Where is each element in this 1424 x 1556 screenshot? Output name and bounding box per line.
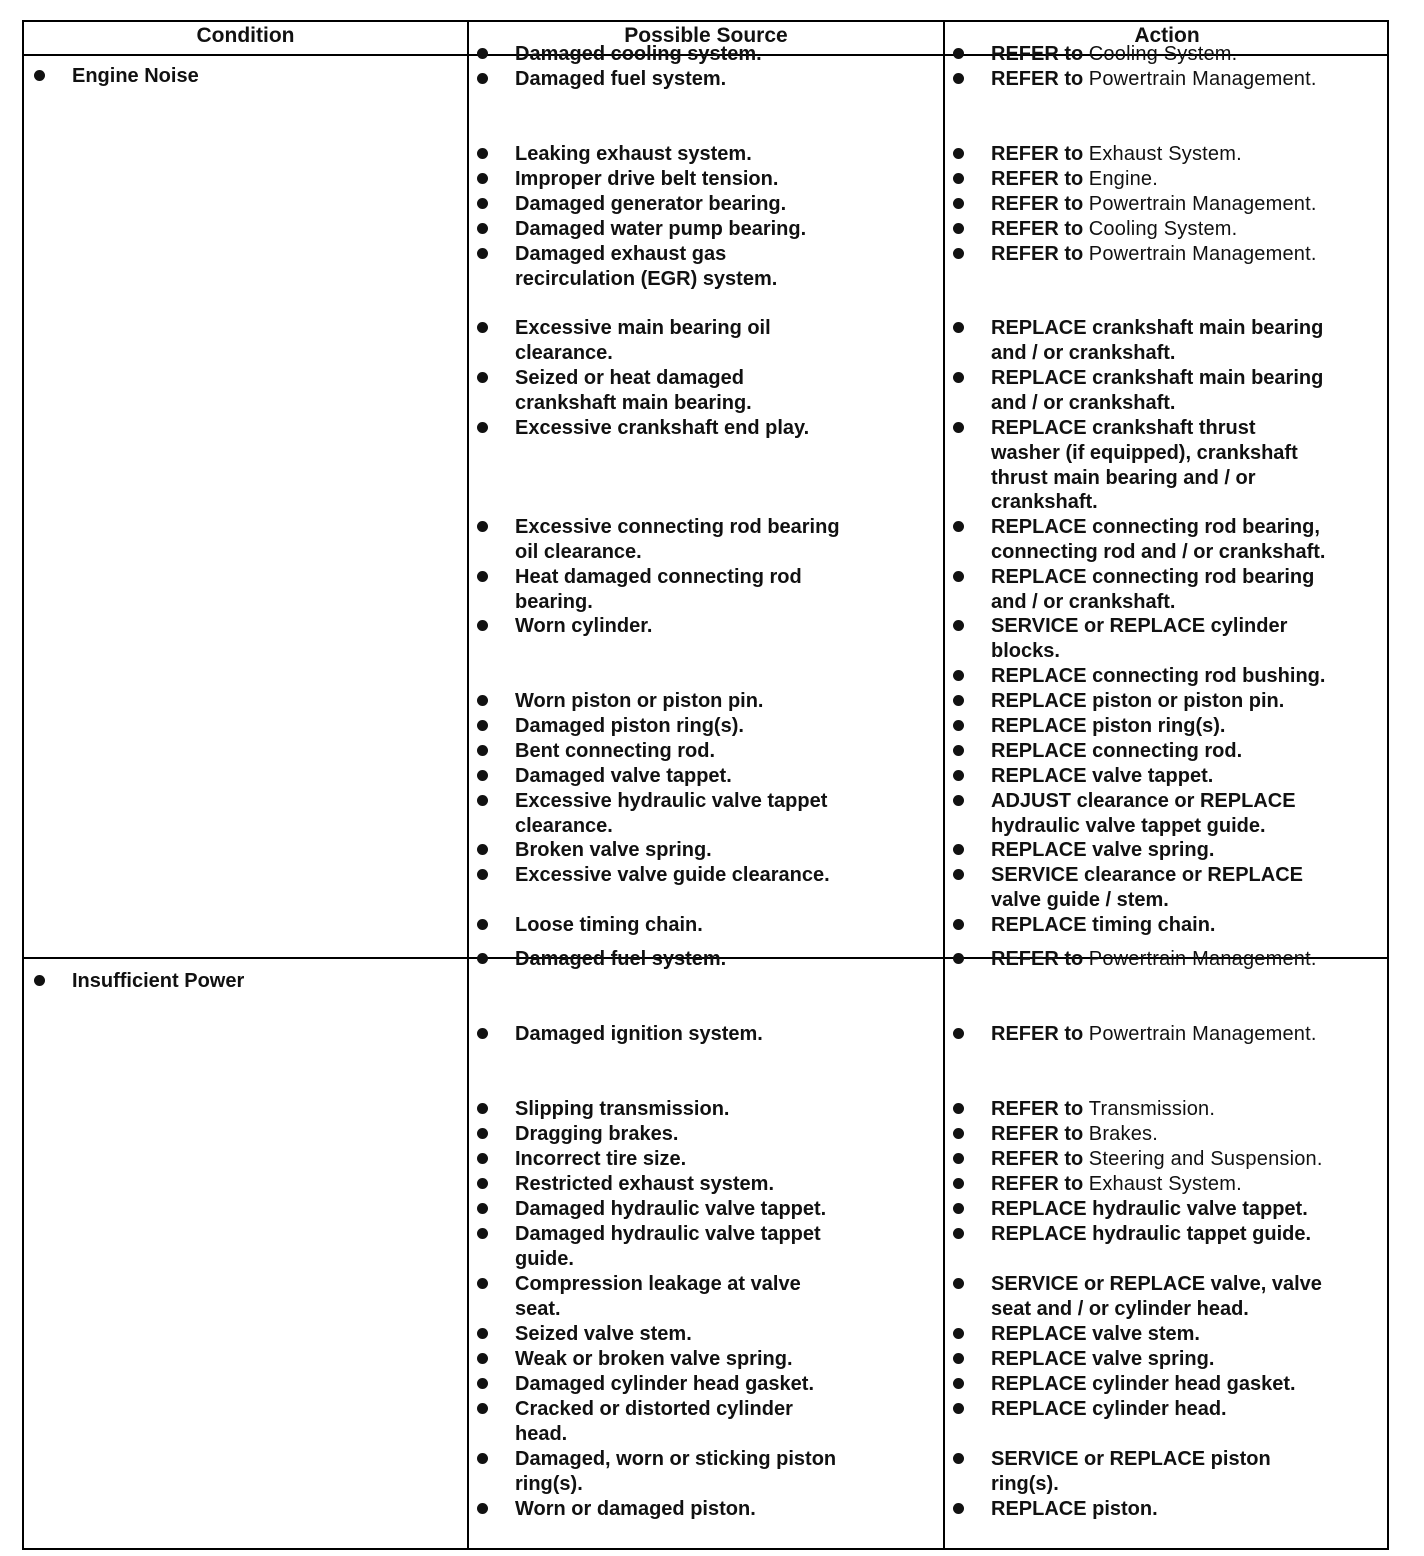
header-possible-source: Possible Source (624, 24, 788, 47)
action-keyword: REPLACE valve spring. (991, 1348, 1215, 1370)
bullet-icon (953, 1403, 964, 1414)
bullet-icon (477, 620, 488, 631)
source-text: Cracked or distorted cylinder head. (515, 1398, 793, 1445)
bullet-icon (953, 148, 964, 159)
action-reference: Brakes. (1088, 1123, 1158, 1145)
bullet-icon (34, 975, 45, 986)
action-text (991, 416, 1298, 515)
action-keyword: SERVICE or REPLACE valve, valve seat and / or cylinder head. (991, 1273, 1322, 1320)
source-text: Damaged ignition system. (515, 1023, 763, 1045)
action-text (991, 1172, 1242, 1197)
action-keyword: ADJUST clearance or REPLACE hydraulic valve tappet guide. (991, 790, 1296, 837)
bullet-icon (953, 1453, 964, 1464)
bullet-icon (477, 1328, 488, 1339)
column-divider (467, 22, 469, 1548)
action-text (991, 565, 1314, 615)
bullet-icon (477, 1228, 488, 1239)
bullet-icon (477, 73, 488, 84)
column-divider (943, 22, 945, 1548)
action-keyword: REPLACE piston. (991, 1498, 1158, 1520)
action-keyword: REFER to (991, 1148, 1084, 1170)
action-keyword: REFER to (991, 43, 1084, 65)
action-reference: Powertrain Management. (1088, 243, 1317, 265)
action-keyword: REFER to (991, 1098, 1084, 1120)
action-reference: Engine. (1088, 168, 1159, 190)
action-text (991, 913, 1215, 938)
bullet-icon (477, 322, 488, 333)
source-text: Damaged water pump bearing. (515, 218, 807, 240)
condition-label: Insufficient Power (72, 970, 245, 992)
bullet-icon (477, 1128, 488, 1139)
source-text: Improper drive belt tension. (515, 168, 779, 190)
action-keyword: SERVICE clearance or REPLACE valve guide / stem. (991, 864, 1303, 911)
source-text: Damaged cooling system. (515, 43, 762, 65)
source-text: Damaged, worn or sticking piston ring(s). (515, 1448, 837, 1495)
bullet-icon (953, 919, 964, 930)
bullet-icon (477, 770, 488, 781)
bullet-icon (953, 720, 964, 731)
source-text: Weak or broken valve spring. (515, 1348, 793, 1370)
source-text: Excessive connecting rod bearing oil clearance. (515, 516, 840, 563)
action-text (991, 1322, 1200, 1347)
bullet-icon (953, 1178, 964, 1189)
action-keyword: REFER to (991, 143, 1084, 165)
action-text (991, 1372, 1296, 1397)
source-text: Bent connecting rod. (515, 740, 715, 762)
bullet-icon (953, 770, 964, 781)
action-reference: Powertrain Management. (1088, 948, 1317, 970)
source-text: Damaged fuel system. (515, 68, 727, 90)
source-text: Excessive crankshaft end play. (515, 417, 810, 439)
bullet-icon (477, 372, 488, 383)
action-text (991, 1197, 1308, 1222)
bullet-icon (953, 745, 964, 756)
action-keyword: REPLACE crankshaft main bearing and / or crankshaft. (991, 367, 1324, 414)
action-keyword: REPLACE connecting rod. (991, 740, 1243, 762)
bullet-icon (953, 1378, 964, 1389)
action-text (991, 614, 1287, 664)
action-text (991, 1147, 1323, 1172)
action-reference: Powertrain Management. (1088, 193, 1317, 215)
action-reference: Exhaust System. (1088, 143, 1242, 165)
bullet-icon (477, 1028, 488, 1039)
bullet-icon (953, 1153, 964, 1164)
header-condition: Condition (196, 24, 295, 47)
bullet-icon (477, 248, 488, 259)
bullet-icon (953, 1128, 964, 1139)
bullet-icon (953, 322, 964, 333)
action-reference: Cooling System. (1088, 218, 1238, 240)
bullet-icon (477, 953, 488, 964)
bullet-icon (477, 1103, 488, 1114)
action-keyword: SERVICE or REPLACE piston ring(s). (991, 1448, 1271, 1495)
action-keyword: REPLACE hydraulic valve tappet. (991, 1198, 1308, 1220)
action-keyword: REPLACE cylinder head. (991, 1398, 1227, 1420)
condition-label: Engine Noise (72, 65, 199, 87)
bullet-icon (477, 571, 488, 582)
action-reference: Cooling System. (1088, 43, 1238, 65)
bullet-icon (477, 1203, 488, 1214)
action-text (991, 1272, 1322, 1322)
bullet-icon (477, 1353, 488, 1364)
action-text (991, 1122, 1158, 1147)
bullet-icon (953, 953, 964, 964)
action-text (991, 142, 1242, 167)
bullet-icon (477, 1453, 488, 1464)
bullet-icon (477, 1403, 488, 1414)
source-text: Incorrect tire size. (515, 1148, 687, 1170)
source-text: Leaking exhaust system. (515, 143, 752, 165)
source-text: Damaged piston ring(s). (515, 715, 744, 737)
bullet-icon (953, 670, 964, 681)
action-text (991, 192, 1317, 217)
source-text: Damaged hydraulic valve tappet. (515, 1198, 827, 1220)
bullet-icon (953, 1103, 964, 1114)
source-text: Compression leakage at valve seat. (515, 1273, 801, 1320)
bullet-icon (477, 521, 488, 532)
bullet-icon (34, 70, 45, 81)
bullet-icon (953, 1028, 964, 1039)
bullet-icon (477, 223, 488, 234)
action-text (991, 789, 1296, 839)
bullet-icon (953, 48, 964, 59)
source-text: Worn or damaged piston. (515, 1498, 756, 1520)
action-text (991, 42, 1237, 67)
source-text: Worn piston or piston pin. (515, 690, 764, 712)
action-keyword: REPLACE connecting rod bearing and / or crankshaft. (991, 566, 1315, 613)
bullet-icon (477, 48, 488, 59)
action-text (991, 67, 1317, 92)
bullet-icon (477, 1503, 488, 1514)
action-keyword: REFER to (991, 1173, 1084, 1195)
action-text (991, 664, 1325, 689)
action-keyword: REPLACE piston or piston pin. (991, 690, 1285, 712)
bullet-icon (953, 1503, 964, 1514)
source-text: Loose timing chain. (515, 914, 703, 936)
source-text: Excessive hydraulic valve tappet clearance. (515, 790, 828, 837)
action-text (991, 167, 1158, 192)
bullet-icon (477, 173, 488, 184)
source-text: Dragging brakes. (515, 1123, 679, 1145)
action-keyword: REFER to (991, 168, 1084, 190)
bullet-icon (953, 422, 964, 433)
action-keyword: REPLACE piston ring(s). (991, 715, 1226, 737)
action-reference: Steering and Suspension. (1088, 1148, 1323, 1170)
bullet-icon (953, 695, 964, 706)
bullet-icon (953, 173, 964, 184)
bullet-icon (953, 1228, 964, 1239)
bullet-icon (953, 869, 964, 880)
source-text: Restricted exhaust system. (515, 1173, 775, 1195)
action-keyword: REFER to (991, 1123, 1084, 1145)
action-reference: Transmission. (1088, 1098, 1216, 1120)
action-text (991, 739, 1242, 764)
action-keyword: REPLACE hydraulic tappet guide. (991, 1223, 1312, 1245)
action-text (991, 515, 1326, 565)
bullet-icon (953, 1353, 964, 1364)
source-text: Slipping transmission. (515, 1098, 730, 1120)
bullet-icon (477, 695, 488, 706)
action-text (991, 217, 1237, 242)
source-text: Damaged exhaust gas recirculation (EGR) system. (515, 243, 778, 290)
bullet-icon (477, 1278, 488, 1289)
action-keyword: REFER to (991, 1023, 1084, 1045)
bullet-icon (953, 1328, 964, 1339)
action-text (991, 689, 1284, 714)
diagnosis-table (22, 20, 1389, 1550)
source-text: Damaged fuel system. (515, 948, 727, 970)
action-text (991, 1447, 1271, 1497)
source-text: Broken valve spring. (515, 839, 712, 861)
action-text (991, 764, 1213, 789)
action-keyword: REPLACE crankshaft main bearing and / or crankshaft. (991, 317, 1324, 364)
action-text (991, 947, 1317, 972)
bullet-icon (953, 620, 964, 631)
action-text (991, 1497, 1158, 1522)
action-keyword: REFER to (991, 68, 1084, 90)
bullet-icon (953, 248, 964, 259)
bullet-icon (477, 919, 488, 930)
action-text (991, 863, 1303, 913)
action-text (991, 1097, 1215, 1122)
bullet-icon (953, 844, 964, 855)
action-keyword: SERVICE or REPLACE cylinder blocks. (991, 615, 1288, 662)
source-text: Seized valve stem. (515, 1323, 692, 1345)
action-keyword: REPLACE cylinder head gasket. (991, 1373, 1296, 1395)
action-reference: Powertrain Management. (1088, 1023, 1317, 1045)
action-text (991, 1347, 1214, 1372)
bullet-icon (477, 198, 488, 209)
source-text: Damaged valve tappet. (515, 765, 732, 787)
bullet-icon (953, 372, 964, 383)
bullet-icon (477, 795, 488, 806)
source-text: Excessive valve guide clearance. (515, 864, 830, 886)
bullet-icon (477, 844, 488, 855)
source-text: Damaged generator bearing. (515, 193, 787, 215)
action-keyword: REFER to (991, 193, 1084, 215)
action-keyword: REPLACE valve tappet. (991, 765, 1214, 787)
bullet-icon (953, 795, 964, 806)
action-text (991, 242, 1317, 267)
action-reference: Powertrain Management. (1088, 68, 1317, 90)
bullet-icon (477, 720, 488, 731)
bullet-icon (477, 869, 488, 880)
source-text: Damaged cylinder head gasket. (515, 1373, 815, 1395)
action-keyword: REFER to (991, 243, 1084, 265)
action-keyword: REPLACE valve spring. (991, 839, 1215, 861)
action-keyword: REPLACE timing chain. (991, 914, 1216, 936)
header-action: Action (1134, 24, 1200, 47)
action-text (991, 838, 1214, 863)
action-text (991, 316, 1323, 366)
action-keyword: REFER to (991, 948, 1084, 970)
bullet-icon (953, 198, 964, 209)
action-reference: Exhaust System. (1088, 1173, 1242, 1195)
bullet-icon (953, 571, 964, 582)
source-text: Excessive main bearing oil clearance. (515, 317, 771, 364)
bullet-icon (953, 521, 964, 532)
action-keyword: REPLACE valve stem. (991, 1323, 1200, 1345)
bullet-icon (953, 1203, 964, 1214)
source-text: Worn cylinder. (515, 615, 653, 637)
action-text (991, 1397, 1227, 1422)
source-text: Seized or heat damaged crankshaft main bearing. (515, 367, 752, 414)
bullet-icon (477, 422, 488, 433)
source-text: Damaged hydraulic valve tappet guide. (515, 1223, 821, 1270)
bullet-icon (953, 223, 964, 234)
action-text (991, 1022, 1317, 1047)
action-keyword: REFER to (991, 218, 1084, 240)
action-text (991, 714, 1225, 739)
action-text (991, 366, 1323, 416)
action-keyword: REPLACE connecting rod bearing, connecting rod and / or crankshaft. (991, 516, 1326, 563)
bullet-icon (477, 148, 488, 159)
action-keyword: REPLACE connecting rod bushing. (991, 665, 1326, 687)
source-text: Heat damaged connecting rod bearing. (515, 566, 802, 613)
bullet-icon (953, 1278, 964, 1289)
bullet-icon (477, 1153, 488, 1164)
bullet-icon (477, 745, 488, 756)
bullet-icon (477, 1378, 488, 1389)
bullet-icon (477, 1178, 488, 1189)
action-text (991, 1222, 1311, 1247)
bullet-icon (953, 73, 964, 84)
action-keyword: REPLACE crankshaft thrust washer (if equipped), crankshaft thrust main bearing and / or crankshaft. (991, 417, 1298, 514)
